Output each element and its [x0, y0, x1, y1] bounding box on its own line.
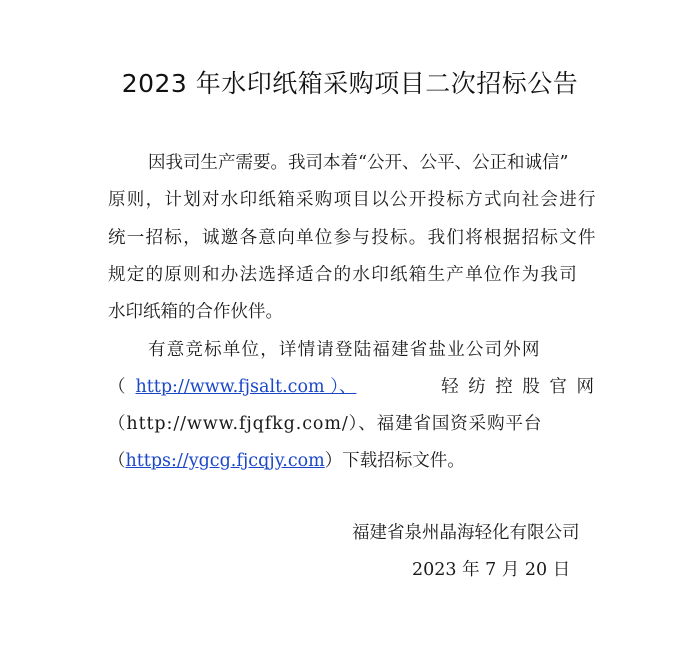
- paragraph-2-line-4-rest: ）下载招标文件。: [324, 451, 465, 471]
- paragraph-2-line-2-rest: 轻 纺 控 股 官 网: [441, 377, 596, 397]
- paragraph-2-line-1: 有意竞标单位，详情请登陆福建省盐业公司外网: [148, 340, 541, 360]
- signature-company: 福建省泉州晶海轻化有限公司: [352, 523, 580, 543]
- paragraph-1-line-4: 规定的原则和办法选择适合的水印纸箱生产单位作为我司: [108, 265, 578, 285]
- paragraph-2-line-2: [108, 376, 596, 398]
- paragraph-1-line-5: 水印纸箱的合作伙伴。: [108, 302, 283, 322]
- paragraph-1-line-2: 原则，计划对水印纸箱采购项目以公开投标方式向社会进行: [108, 190, 597, 210]
- paragraph-1-line-1: 因我司生产需要。我司本着“公开、公平、公正和诚信”: [148, 153, 569, 173]
- signature-date: 2023 年 7 月 20 日: [412, 560, 571, 580]
- paragraph-1-line-3: 统一招标，诚邀各意向单位参与投标。我们将根据招标文件: [108, 228, 597, 248]
- document-title: 2023 年水印纸箱采购项目二次招标公告: [121, 69, 579, 98]
- paragraph-2-line-4-open: （: [108, 451, 126, 471]
- ygcg-link[interactable]: https://ygcg.fjcqjy.com: [125, 451, 325, 471]
- paragraph-2-line-4: [108, 450, 465, 472]
- paragraph-2-line-2-open: （: [108, 377, 126, 397]
- paragraph-2-line-3: （http://www.fjqfkg.com/）、福建省国资采购平台: [108, 414, 543, 434]
- fjsalt-link[interactable]: http://www.fjsalt.com ）、: [135, 377, 357, 397]
